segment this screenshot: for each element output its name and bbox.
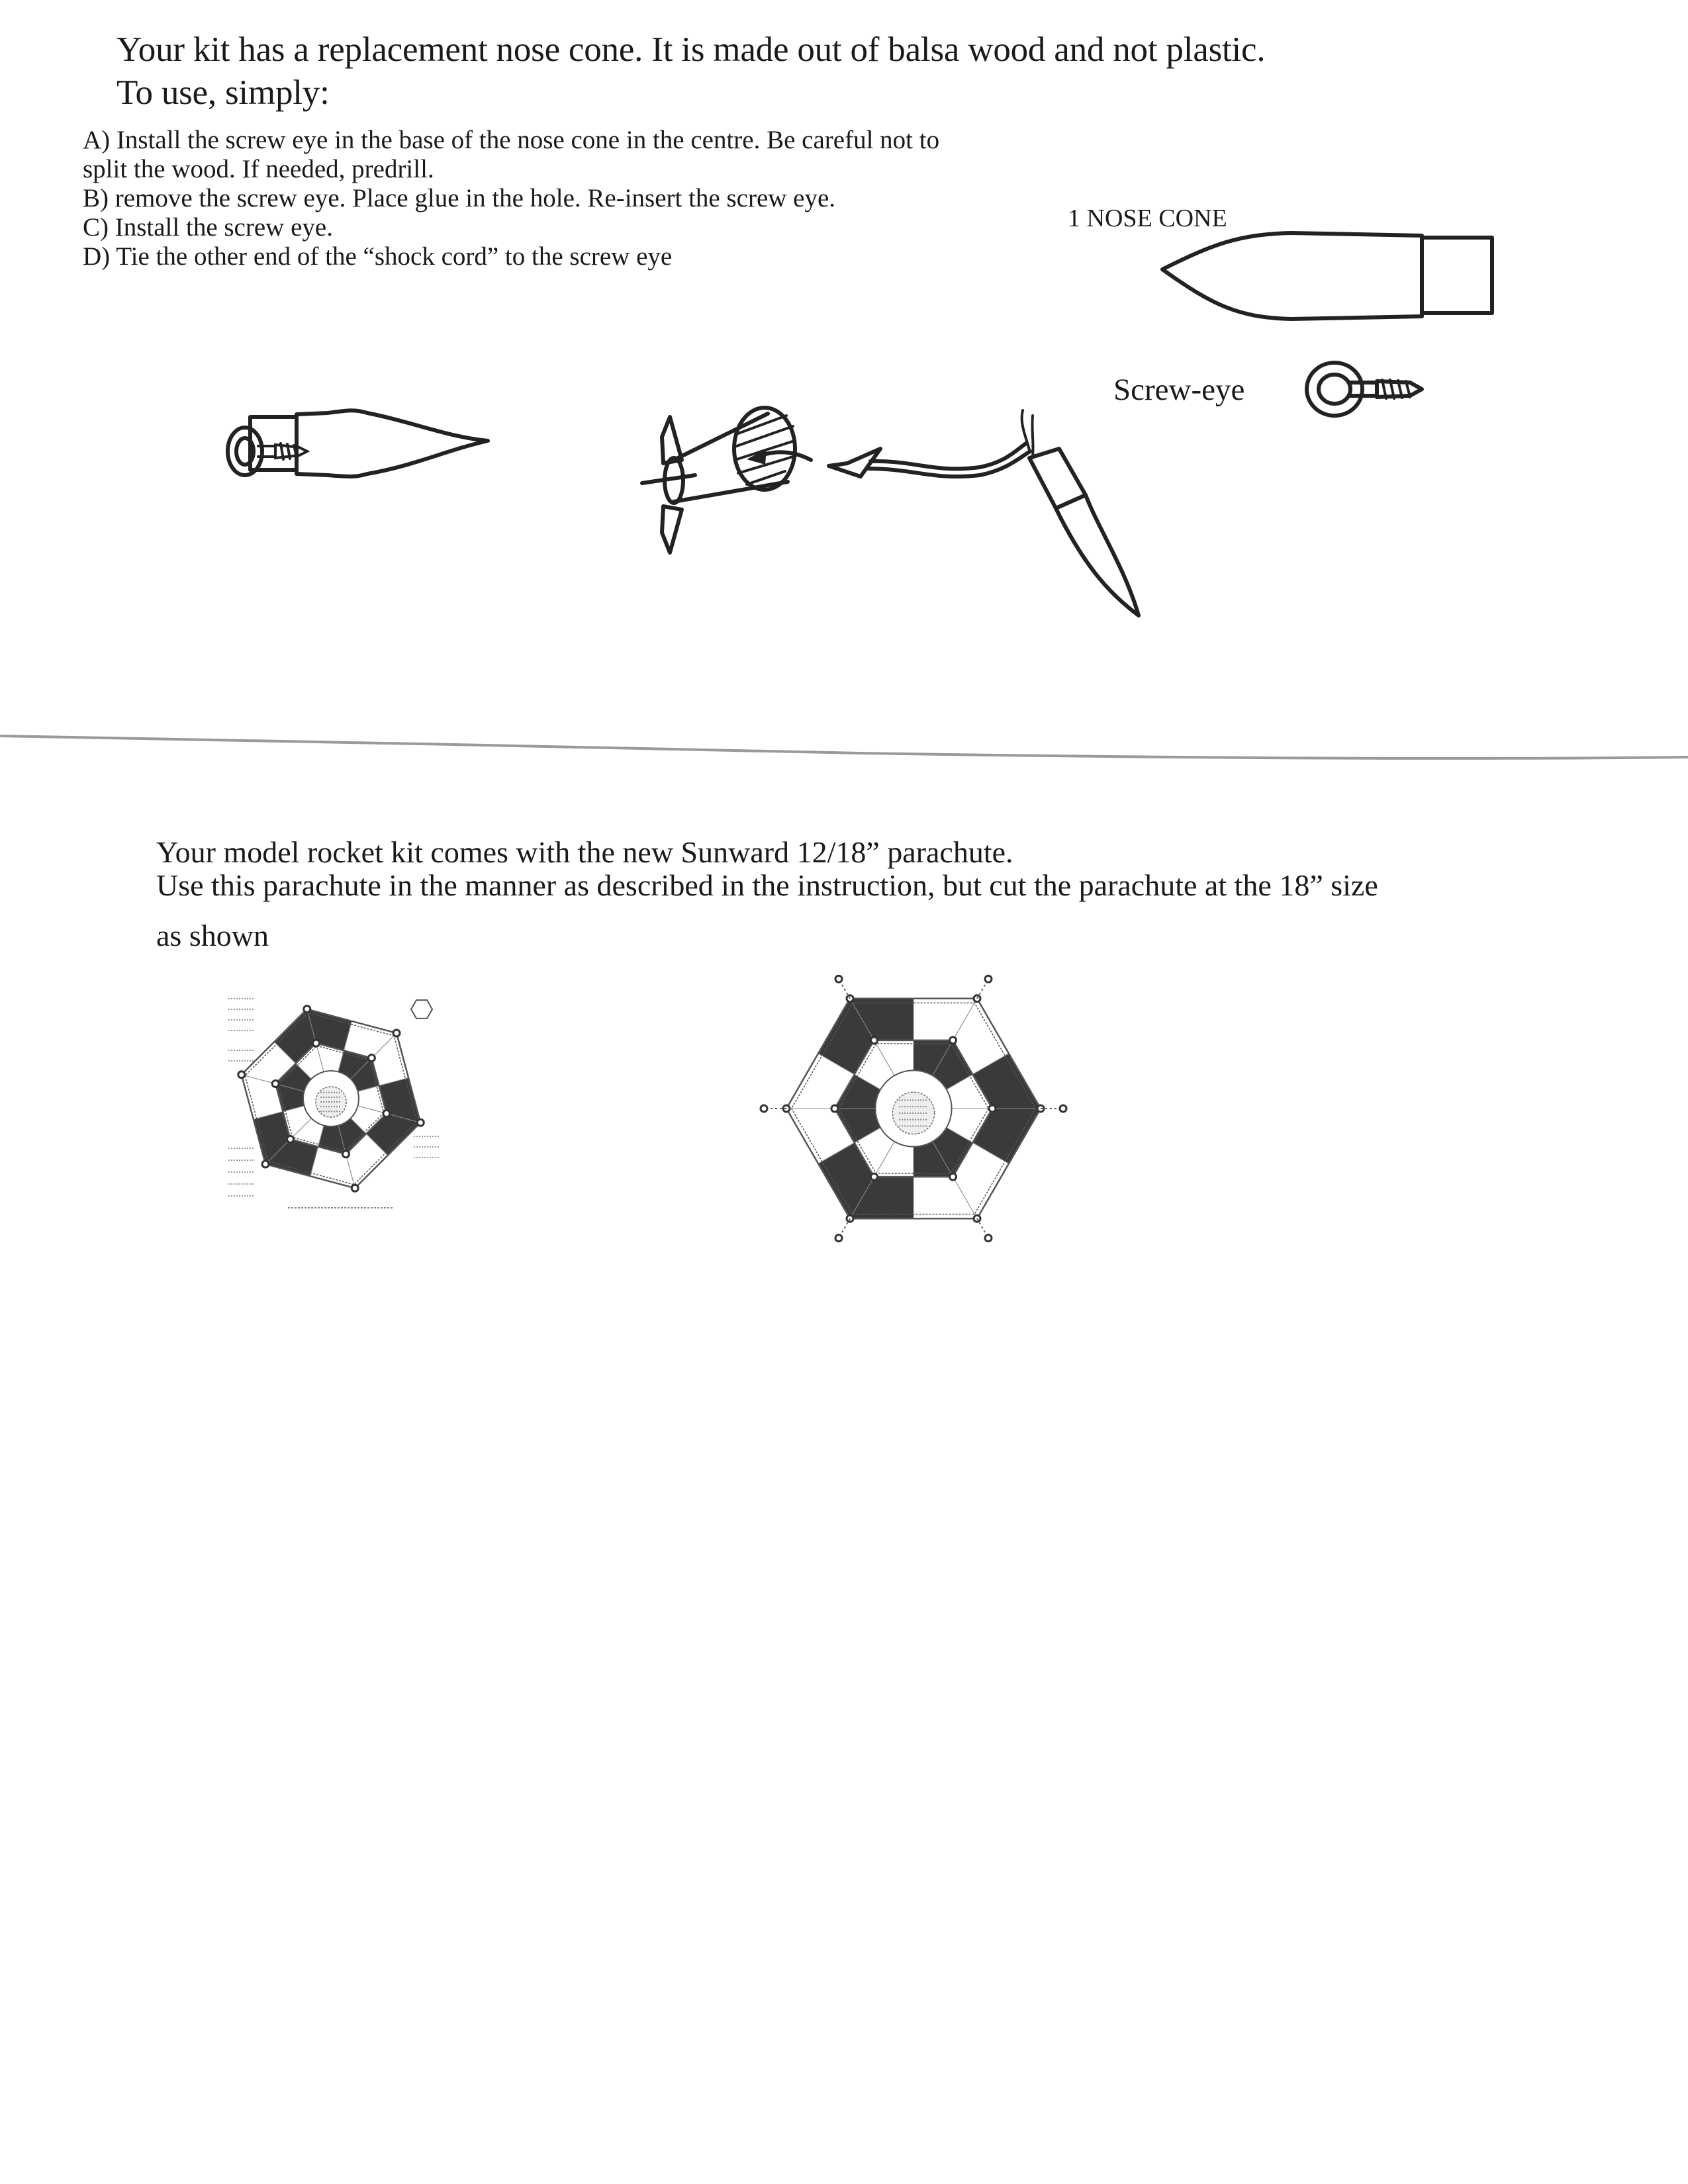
sheet-hexagon-diagram <box>411 1000 432 1019</box>
parachute-text-line-3: as shown <box>156 919 269 952</box>
shroud-ring <box>985 1235 992 1242</box>
parachute-grommet <box>831 1105 838 1112</box>
parachute-grommet <box>368 1055 375 1062</box>
parachute-text-line-1: Your model rocket kit comes with the new Sunward 12/18” parachute. <box>156 835 1013 869</box>
shroud-ring <box>835 976 842 982</box>
parachute-grommet <box>974 995 980 1002</box>
shroud-ring <box>985 976 992 982</box>
rocket-assembly-illustration <box>635 397 1178 649</box>
nose-cone-label: 1 NOSE CONE <box>1068 205 1227 232</box>
section-divider <box>0 728 1688 768</box>
parachute-grommet <box>287 1136 294 1142</box>
step-b: B) remove the screw eye. Place glue in the hole. Re-insert the screw eye. <box>83 184 836 212</box>
parachute-grommet <box>870 1037 877 1044</box>
parachute-grommet <box>272 1081 279 1087</box>
screw-eye-icon <box>1304 357 1450 424</box>
parachute-uncut-illustration <box>222 989 447 1214</box>
parachute-grommet <box>393 1030 400 1036</box>
step-c: C) Install the screw eye. <box>83 213 333 242</box>
shroud-ring <box>835 1235 842 1242</box>
step-d: D) Tie the other end of the “shock cord” to the screw eye <box>83 242 673 271</box>
intro-text-line-2: To use, simply: <box>117 73 330 112</box>
parachute-grommet <box>950 1173 957 1180</box>
parachute-grommet <box>262 1161 269 1167</box>
parachute-grommet <box>352 1185 358 1191</box>
parachute-text-line-2: Use this parachute in the manner as described in the instruction, but cut the parachute at the 18” size <box>156 868 1378 902</box>
parachute-grommet <box>304 1006 310 1013</box>
parachute-grommet <box>989 1105 996 1112</box>
parachute-center-emblem <box>316 1087 346 1117</box>
parachute-grommet <box>313 1040 320 1046</box>
parachute-grommet <box>417 1119 424 1126</box>
nose-cone-illustration <box>1158 232 1489 331</box>
parachute-grommet <box>342 1151 349 1158</box>
parachute-grommet <box>847 1215 853 1222</box>
parachute-cut-illustration <box>761 960 1066 1251</box>
parachute-grommet <box>238 1071 245 1078</box>
shroud-ring <box>761 1105 767 1112</box>
parachute-grommet <box>383 1110 390 1116</box>
screw-eye-label: Screw-eye <box>1113 373 1245 407</box>
instruction-steps <box>83 126 970 271</box>
parachute-grommet <box>950 1037 957 1044</box>
step-a: A) Install the screw eye in the base of the nose cone in the centre. Be careful not to split the wood. If needed, predrill. <box>83 126 940 183</box>
parachute-grommet <box>847 995 853 1002</box>
nose-cone-left-illustration <box>248 410 513 490</box>
intro-text-line-1: Your kit has a replacement nose cone. It is made out of balsa wood and not plastic. <box>117 30 1266 69</box>
parachute-grommet <box>974 1215 980 1222</box>
parachute-grommet <box>870 1173 877 1180</box>
shroud-ring <box>1060 1105 1066 1112</box>
